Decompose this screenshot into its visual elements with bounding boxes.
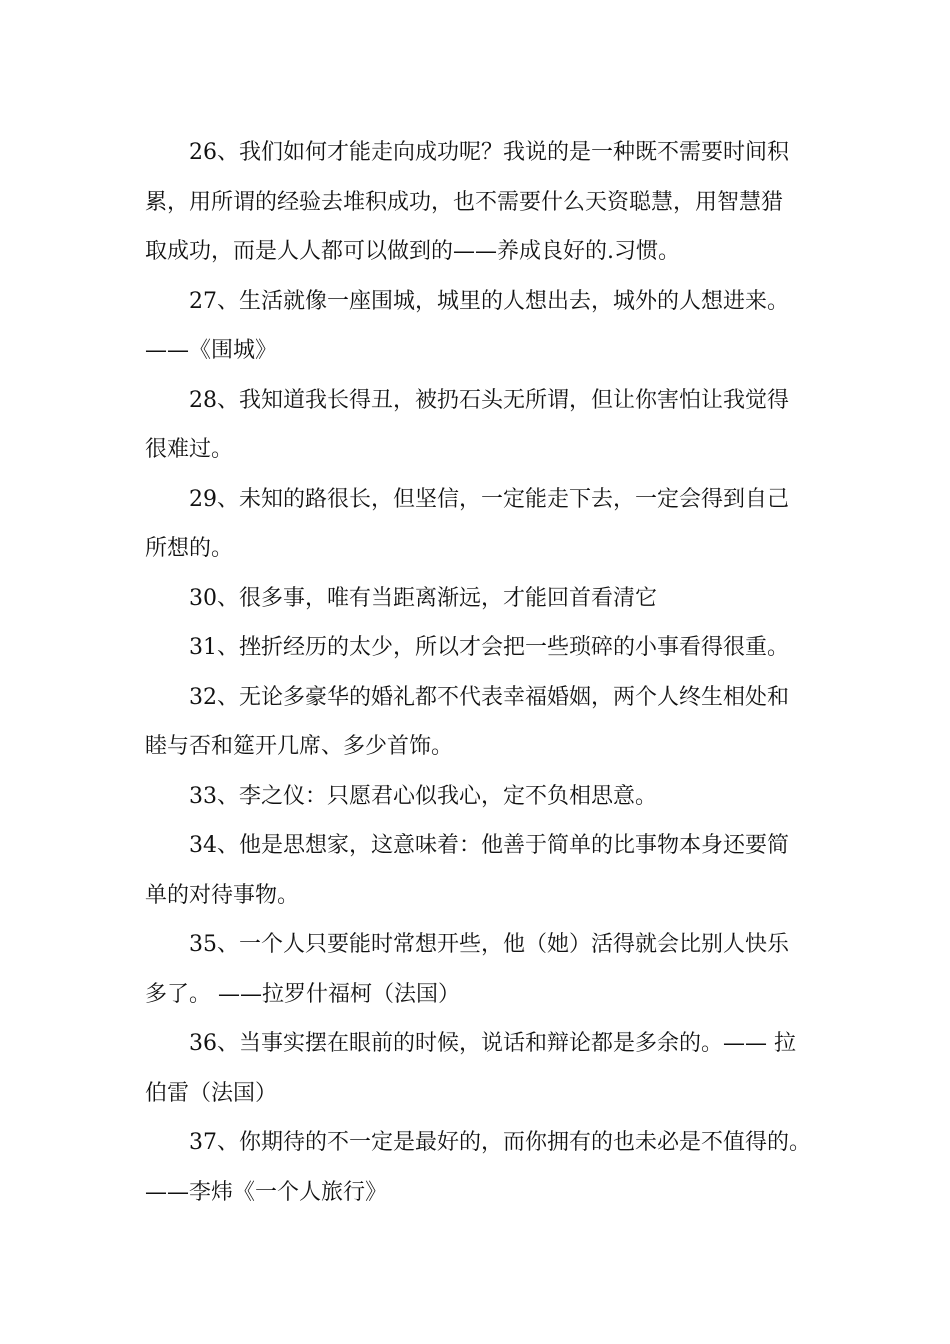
paragraph-31 bbox=[145, 631, 810, 681]
text-line: 取成功，而是人人都可以做到的——养成良好的.习惯。 bbox=[145, 239, 680, 264]
paragraph-37 bbox=[145, 1126, 810, 1225]
text-line: 所想的。 bbox=[145, 536, 234, 561]
text-line: 伯雷（法国） bbox=[145, 1080, 278, 1106]
text-line: ——《围城》 bbox=[145, 338, 278, 363]
text-line: 36、当事实摆在眼前的时候，说话和辩论都是多余的。—— 拉 bbox=[189, 1031, 796, 1056]
paragraph-34 bbox=[145, 829, 810, 928]
paragraph-27 bbox=[145, 285, 810, 384]
text-line: 30、很多事，唯有当距离渐远，才能回首看清它 bbox=[189, 585, 657, 611]
paragraph-28 bbox=[145, 384, 810, 483]
paragraph-26 bbox=[145, 136, 810, 285]
document-body bbox=[145, 136, 810, 1225]
text-line: 28、我知道我长得丑，被扔石头无所谓，但让你害怕让我觉得 bbox=[189, 387, 789, 413]
paragraph-32 bbox=[145, 681, 810, 780]
text-line: ——李炜《一个人旅行》 bbox=[145, 1179, 388, 1205]
paragraph-33 bbox=[145, 780, 810, 830]
text-line: 单的对待事物。 bbox=[145, 882, 300, 908]
text-line: 27、生活就像一座围城，城里的人想出去，城外的人想进来。 bbox=[189, 288, 789, 314]
text-line: 29、未知的路很长，但坚信，一定能走下去，一定会得到自己 bbox=[189, 486, 789, 512]
text-line: 32、无论多豪华的婚礼都不代表幸福婚姻，两个人终生相处和 bbox=[189, 684, 789, 710]
text-line: 26、我们如何才能走向成功呢？我说的是一种既不需要时间积 bbox=[189, 140, 789, 165]
paragraph-30 bbox=[145, 582, 810, 632]
text-line: 33、李之仪：只愿君心似我心，定不负相思意。 bbox=[189, 783, 657, 809]
text-line: 多了。 ——拉罗什福柯（法国） bbox=[145, 981, 460, 1007]
text-line: 31、挫折经历的太少，所以才会把一些琐碎的小事看得很重。 bbox=[189, 635, 789, 660]
paragraph-29 bbox=[145, 483, 810, 582]
paragraph-35 bbox=[145, 928, 810, 1027]
text-line: 37、你期待的不一定是最好的，而你拥有的也未必是不值得的。 bbox=[189, 1130, 811, 1155]
paragraph-36 bbox=[145, 1027, 810, 1126]
text-line: 睦与否和筵开几席、多少首饰。 bbox=[145, 734, 454, 759]
text-line: 34、他是思想家，这意味着：他善于简单的比事物本身还要简 bbox=[189, 833, 789, 858]
text-line: 35、一个人只要能时常想开些，他（她）活得就会比别人快乐 bbox=[189, 932, 789, 957]
text-line: 累，用所谓的经验去堆积成功，也不需要什么天资聪慧，用智慧猎 bbox=[145, 189, 784, 215]
text-line: 很难过。 bbox=[145, 437, 234, 462]
